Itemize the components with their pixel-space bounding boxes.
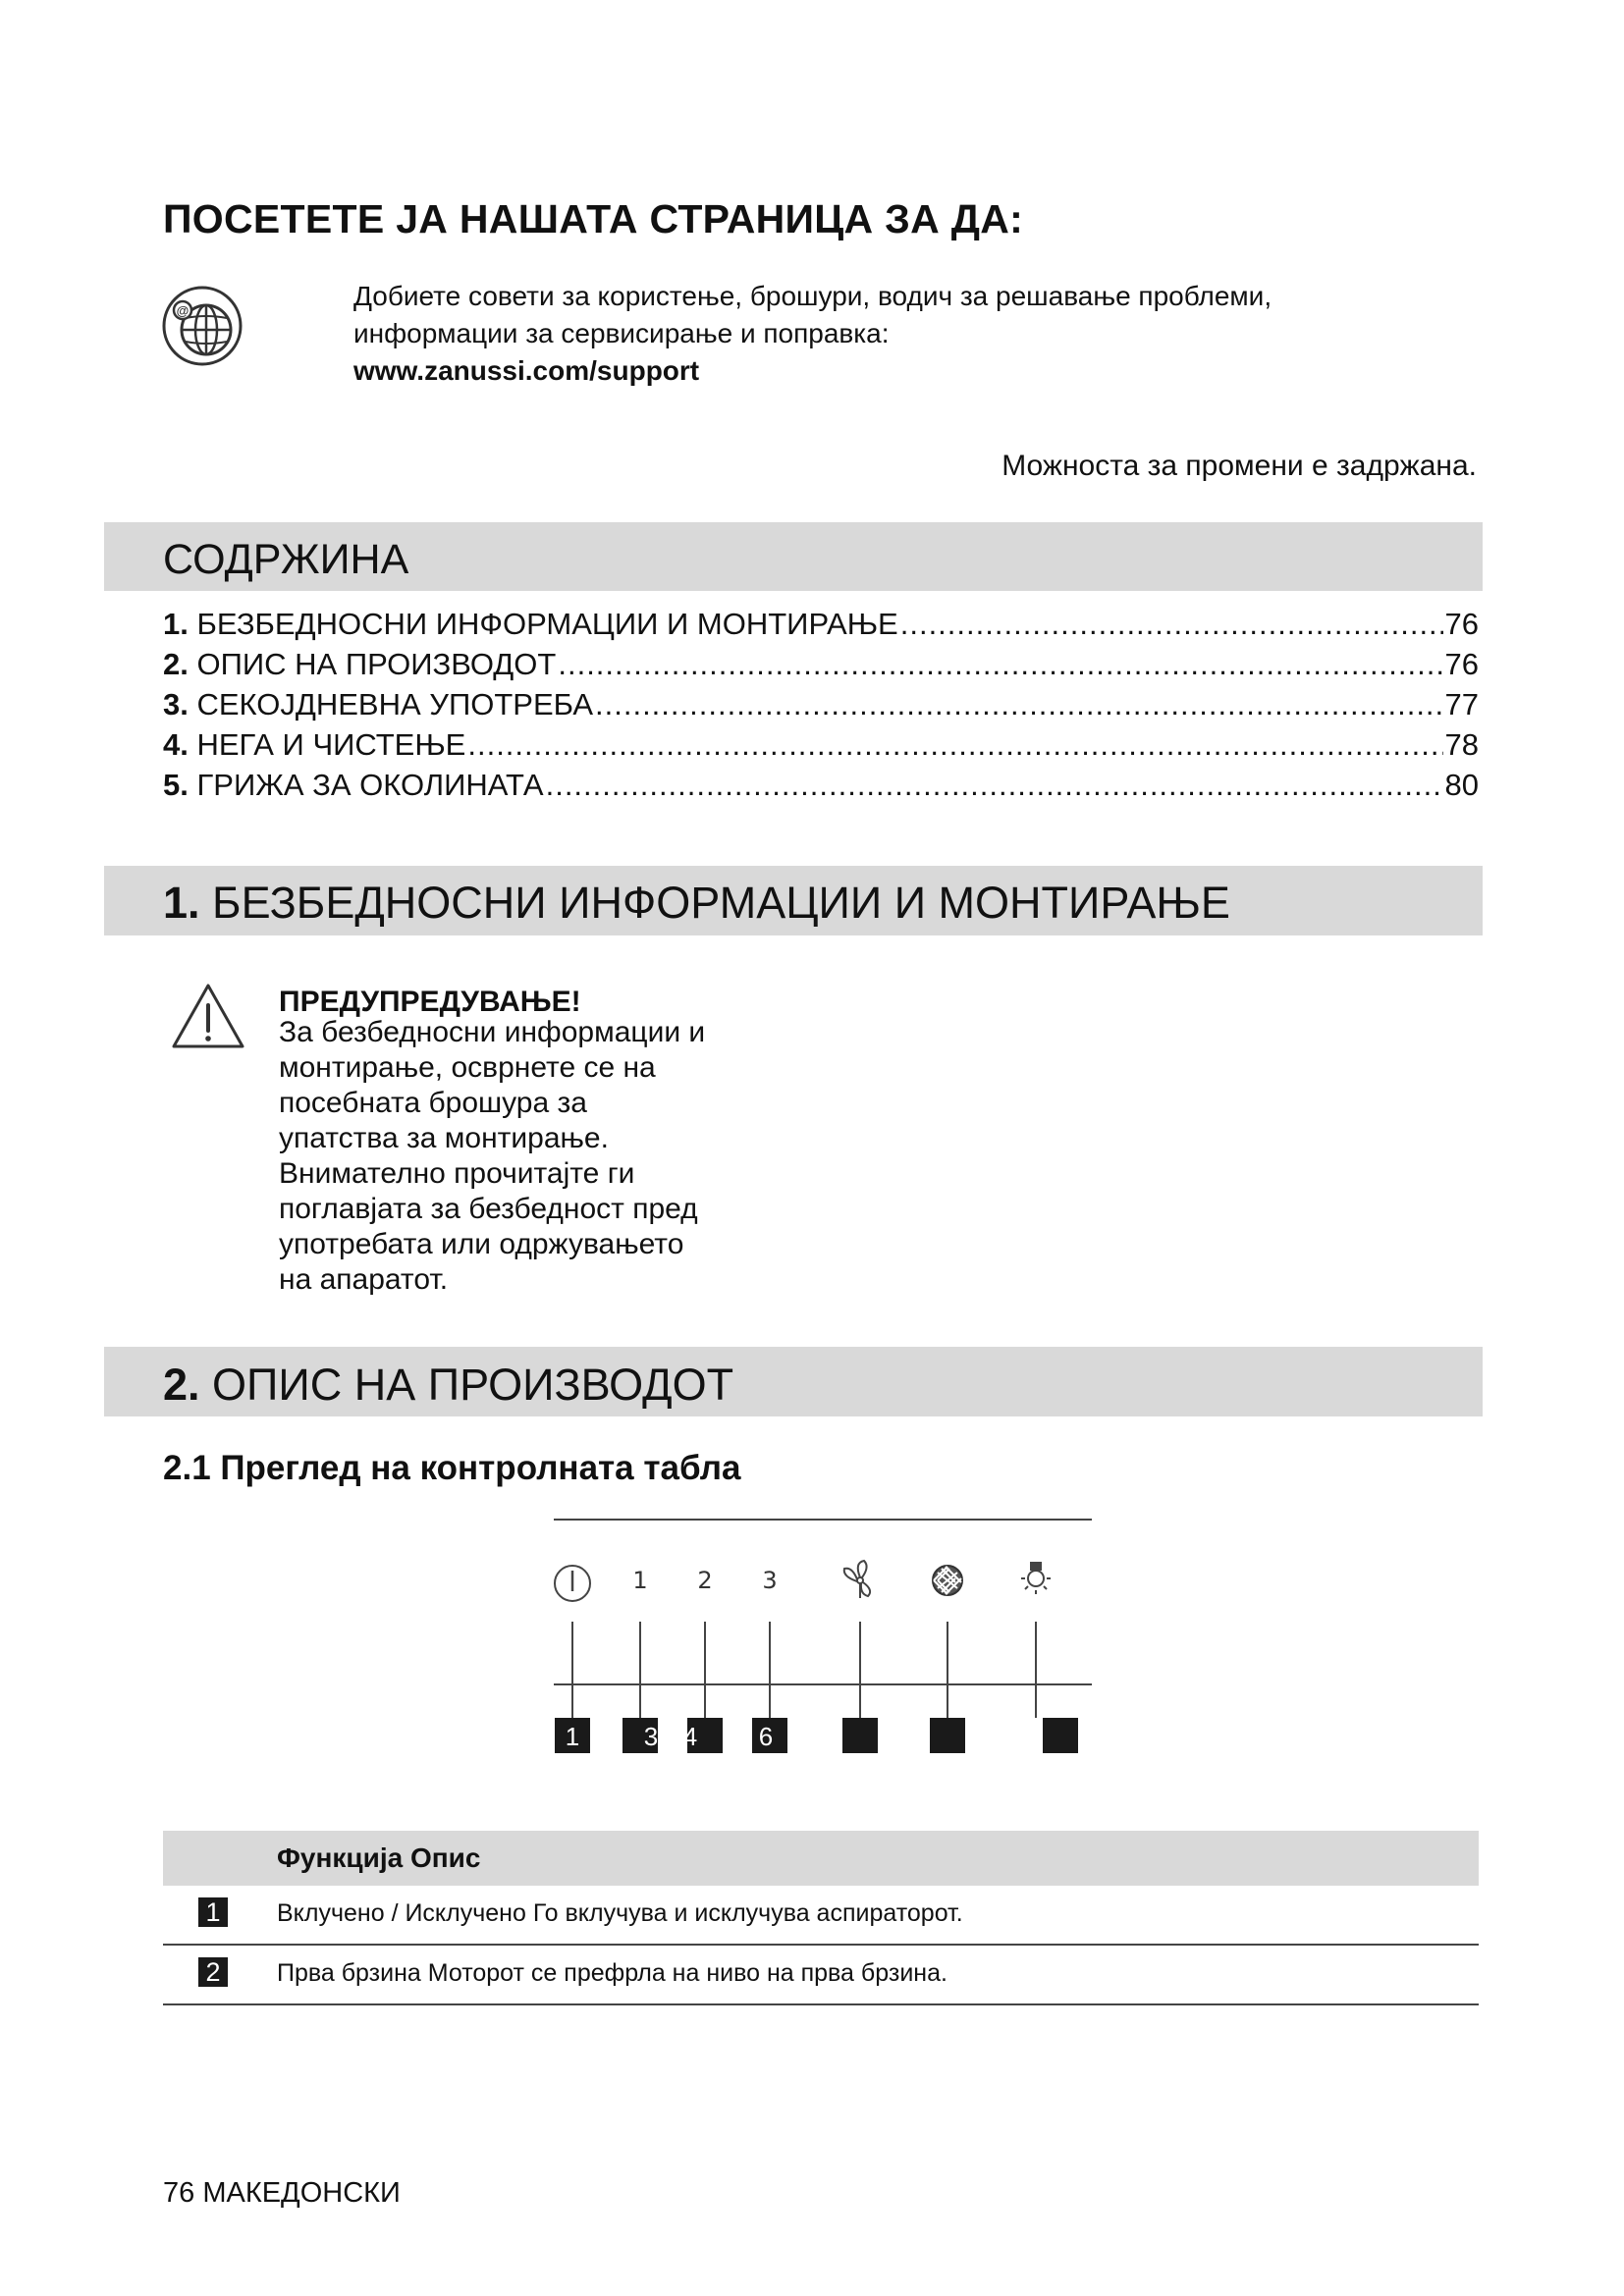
warning-line: Внимателно прочитајте ги [279,1157,635,1190]
toc-item-title: БЕЗБЕДНОСНИ ИНФОРМАЦИИ И МОНТИРАЊЕ [196,607,898,641]
section2-title: ОПИС НА ПРОИЗВОДОТ [212,1360,734,1410]
rights-notice: Можноста за промени е задржана. [1001,450,1477,482]
callout-badge: 1 [198,1897,228,1927]
function-description: Вклучено / Исклучено Го вклучува и исклучува аспираторот. [277,1899,963,1927]
subsection-heading: 2.1 Преглед на контролната табла [163,1449,741,1487]
toc-item-title: НЕГА И ЧИСТЕЊЕ [196,727,466,762]
toc-leader [546,768,1443,803]
function-description: Прва брзина Моторот се префрла на ниво на прва брзина. [277,1959,947,1987]
warning-line: упатства за монтирање. [279,1122,609,1154]
table-row [163,1886,1479,1946]
visit-heading: ПОСЕТЕТЕ ЈА НАШАТА СТРАНИЦА ЗА ДА: [163,196,1024,241]
toc-item[interactable] [163,687,1479,727]
toc-item[interactable] [163,727,1479,768]
toc-item[interactable] [163,768,1479,808]
speed-3-symbol: 3 [762,1567,778,1594]
toc-leader [900,607,1443,642]
section1-number: 1. [163,878,200,928]
visit-description [353,278,1483,390]
warning-line: посебната брошура за [279,1087,587,1119]
toc-leader [467,727,1442,763]
table-row [163,1946,1479,2005]
callout-label: 1 [565,1722,580,1751]
page-footer: 76 МАКЕДОНСКИ [163,2177,401,2209]
fan-boost-icon [844,1561,870,1598]
speed-2-symbol: 2 [697,1567,713,1594]
toc-item-page: 80 [1444,768,1479,802]
support-link[interactable]: www.zanussi.com/support [353,355,700,386]
warning-line: За безбедносни информации и [279,1016,706,1048]
visit-text-line2: информации за сервисирање и поправка: [353,318,890,348]
callout-label: 3 [643,1722,659,1751]
section2-number: 2. [163,1360,200,1410]
control-panel-diagram [550,1512,1100,1767]
toc-item-page: 76 [1444,607,1479,641]
section1-band [104,866,1483,935]
toc-item-number: 5. [163,768,189,802]
warning-line: употребата или одржувањето [279,1228,684,1260]
toc-item-title: ГРИЖА ЗА ОКОЛИНАТА [196,768,544,802]
toc-leader [558,647,1442,682]
callout-box [842,1718,878,1753]
function-table [163,1831,1479,2005]
toc-item-title: СЕКОЈДНЕВНА УПОТРЕБА [196,687,593,721]
callout-label: 4 [682,1722,698,1751]
callout-box [930,1718,965,1753]
warning-title: ПРЕДУПРЕДУВАЊЕ! [279,986,581,1018]
toc-item-number: 4. [163,727,189,762]
toc-item-number: 2. [163,647,189,681]
table-of-contents [163,607,1479,808]
toc-title: СОДРЖИНА [163,536,409,583]
callout-boxes [555,1718,1078,1753]
speed-1-symbol: 1 [632,1567,648,1594]
function-table-header-label: Функција Опис [277,1842,481,1873]
warning-text [279,1015,750,1298]
toc-item-page: 78 [1444,727,1479,762]
warning-line: поглавјата за безбедност пред [279,1193,698,1225]
visit-text-line1: Добиете совети за користење, брошури, водич за решавање проблеми, [353,281,1272,311]
toc-item-title: ОПИС НА ПРОИЗВОДОТ [196,647,557,681]
toc-item-page: 76 [1444,647,1479,681]
section1-title: БЕЗБЕДНОСНИ ИНФОРМАЦИИ И МОНТИРАЊЕ [212,878,1230,928]
toc-band [104,522,1483,591]
svg-text:@: @ [176,303,189,318]
callout-box [1043,1718,1078,1753]
toc-item-number: 1. [163,607,189,641]
leader-lines [572,1622,1036,1718]
toc-item-page: 77 [1444,687,1479,721]
section1-heading [163,878,1230,929]
toc-item[interactable] [163,647,1479,687]
filter-icon [933,1566,962,1595]
callout-badge: 2 [198,1957,228,1987]
light-icon [1021,1563,1051,1594]
power-icon [555,1566,590,1601]
globe-support-icon [161,285,244,367]
function-table-header [163,1831,1479,1886]
toc-item-number: 3. [163,687,189,721]
section2-band [104,1347,1483,1416]
toc-leader [595,687,1443,722]
warning-triangle-icon [171,982,245,1050]
toc-item[interactable] [163,607,1479,647]
warning-line: монтирање, осврнете се на [279,1051,656,1084]
warning-line: на апаратот. [279,1263,449,1296]
section2-heading [163,1360,733,1411]
callout-label: 6 [758,1722,774,1751]
